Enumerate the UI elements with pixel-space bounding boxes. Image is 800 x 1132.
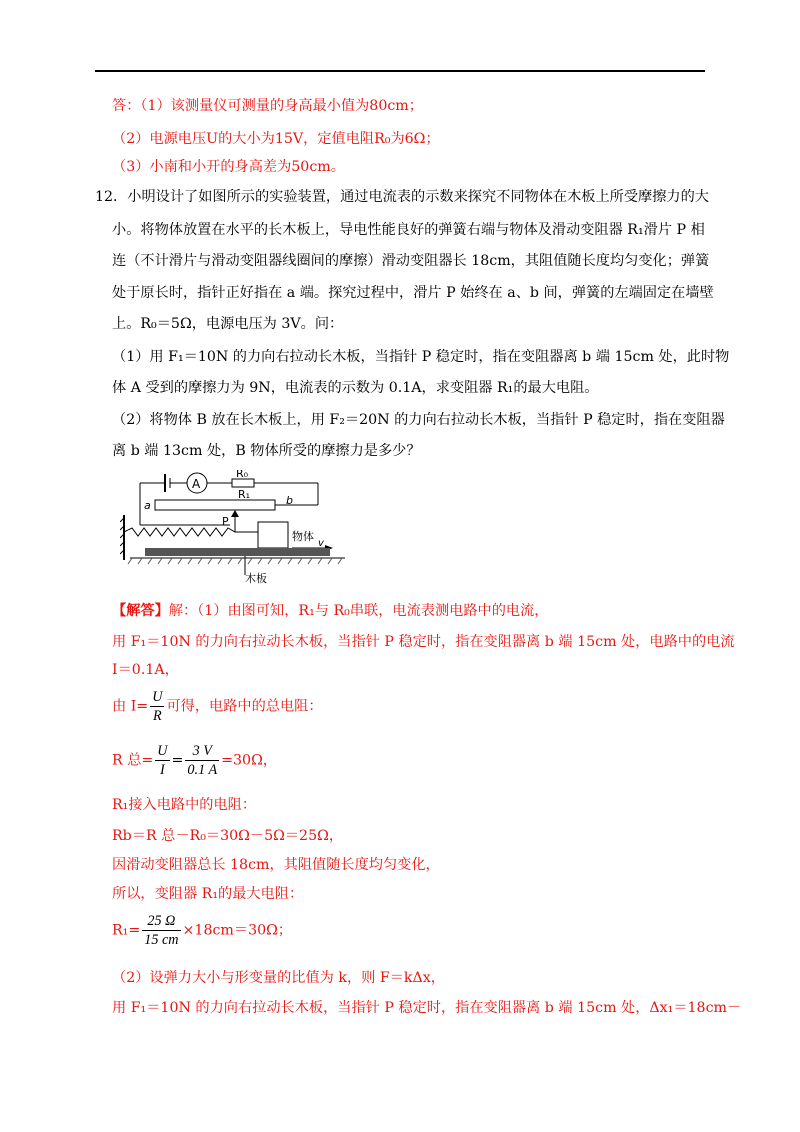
b-label: b [286, 494, 293, 507]
subquestion-1: （1）用 F₁＝10N 的力向右拉动长木板，当指针 P 稳定时，指在变阻器离 b 端 15cm 处，此时物 [112, 349, 730, 365]
spring [124, 528, 258, 536]
solution-line-11: （2）设弹力大小与形变量的比值为 k，则 F＝kΔx， [112, 970, 445, 986]
question-12 [95, 187, 709, 207]
solution-line-9: 所以，变阻器 R₁的最大电阻： [112, 886, 304, 902]
solution-line-2: 用 F₁＝10N 的力向右拉动长木板，当指针 P 稳定时，指在变阻器离 b 端 15cm 处，电路中的电流 [112, 634, 735, 650]
ammeter-label: A [192, 477, 201, 491]
fraction-3v-01a [185, 742, 219, 779]
solution-line-3: I＝0.1A， [112, 662, 179, 678]
question-line: 小。将物体放置在水平的长木板上，导电性能良好的弹簧右端与物体及滑动变阻器 R₁滑片 P 相 [112, 222, 705, 238]
answer-line-1: 答：（1）该测量仪可测量的身高最小值为80cm； [112, 98, 423, 114]
formula-suffix: =30Ω， [221, 752, 278, 769]
object-block [258, 522, 288, 548]
subquestion-2-cont: 离 b 端 13cm 处，B 物体所受的摩擦力是多少？ [112, 443, 421, 459]
fraction-u-i [155, 742, 169, 779]
r0-label: R₀ [236, 470, 249, 480]
fraction-numerator: U [152, 689, 163, 705]
fraction-25-15 [142, 912, 180, 949]
fraction-denominator: I [160, 762, 165, 778]
answer-line-2: （2）电源电压U的大小为15V，定值电阻R₀为6Ω； [112, 131, 440, 147]
solution-line-10 [112, 912, 292, 949]
experiment-diagram [120, 470, 350, 585]
question-number: 12． [95, 189, 128, 205]
formula-prefix: R₁= [112, 922, 141, 939]
r0-resistor [232, 479, 254, 487]
subquestion-2: （2）将物体 B 放在长木板上，用 F₂＝20N 的力向右拉动长木板，当指针 P 稳定时，指在变阻器 [112, 412, 725, 428]
wood-board [145, 548, 330, 556]
fraction-numerator: 3 V [185, 742, 219, 761]
a-label: a [144, 499, 151, 512]
formula-prefix: R 总= [112, 752, 154, 769]
subquestion-1-cont: 体 A 受到的摩擦力为 9N，电流表的示数为 0.1A，求变阻器 R₁的最大电阻。 [112, 380, 599, 396]
solution-line-7: Rb＝R 总－R₀＝30Ω－5Ω＝25Ω， [112, 828, 344, 844]
fraction-numerator: 25 Ω [142, 912, 180, 931]
solution-line-6: R₁接入电路中的电阻： [112, 797, 257, 813]
question-line: 处于原长时，指针正好指在 a 端。探究过程中，滑片 P 始终在 a、b 间，弹簧的左端固定在墙壁 [112, 285, 714, 301]
formula-prefix: 由 I= [112, 698, 149, 715]
board-label: 木板 [245, 572, 267, 585]
formula-suffix: 可得，电路中的总电阻： [166, 698, 323, 715]
equals-sign: = [171, 752, 184, 769]
solution-line-12: 用 F₁＝10N 的力向右拉动长木板，当指针 P 稳定时，指在变阻器离 b 端 15cm 处，Δx₁＝18cm－ [112, 1000, 742, 1016]
r1-label: R₁ [238, 488, 251, 501]
solution-text: 解：（1）由图可知，R₁与 R₀串联，电流表测电路中的电流， [168, 603, 549, 619]
solution-tag: 【解答】 [112, 603, 169, 619]
p-label: P [222, 515, 229, 528]
answer-line-3: （3）小南和小开的身高差为50cm。 [112, 159, 345, 175]
solution-line-5 [112, 742, 277, 779]
question-line: 连（不计滑片与滑动变阻器线圈间的摩擦）滑动变阻器长 18cm，其阻值随长度均匀变化；弹簧 [112, 253, 710, 269]
question-line: 小明设计了如图所示的实验装置，通过电流表的示数来探究不同物体在木板上所受摩擦力的大 [127, 189, 709, 205]
fraction-denominator: R [152, 708, 162, 724]
question-line: 上。R₀＝5Ω，电源电压为 3V。问： [112, 316, 344, 332]
solution-line-1 [112, 601, 548, 621]
rheostat-r1 [155, 500, 275, 510]
formula-suffix: ×18cm＝30Ω； [182, 922, 293, 939]
header-rule [95, 70, 705, 72]
fraction-numerator: U [157, 743, 168, 759]
solution-line-4 [112, 688, 323, 725]
v-label: v [318, 538, 324, 549]
fraction-denominator: 0.1 A [187, 762, 218, 778]
object-label: 物体 [292, 530, 314, 543]
solution-line-8: 因滑动变阻器总长 18cm，其阻值随长度均匀变化， [112, 857, 440, 873]
fraction-denominator: 15 cm [144, 932, 179, 948]
fraction-u-r [150, 688, 164, 725]
